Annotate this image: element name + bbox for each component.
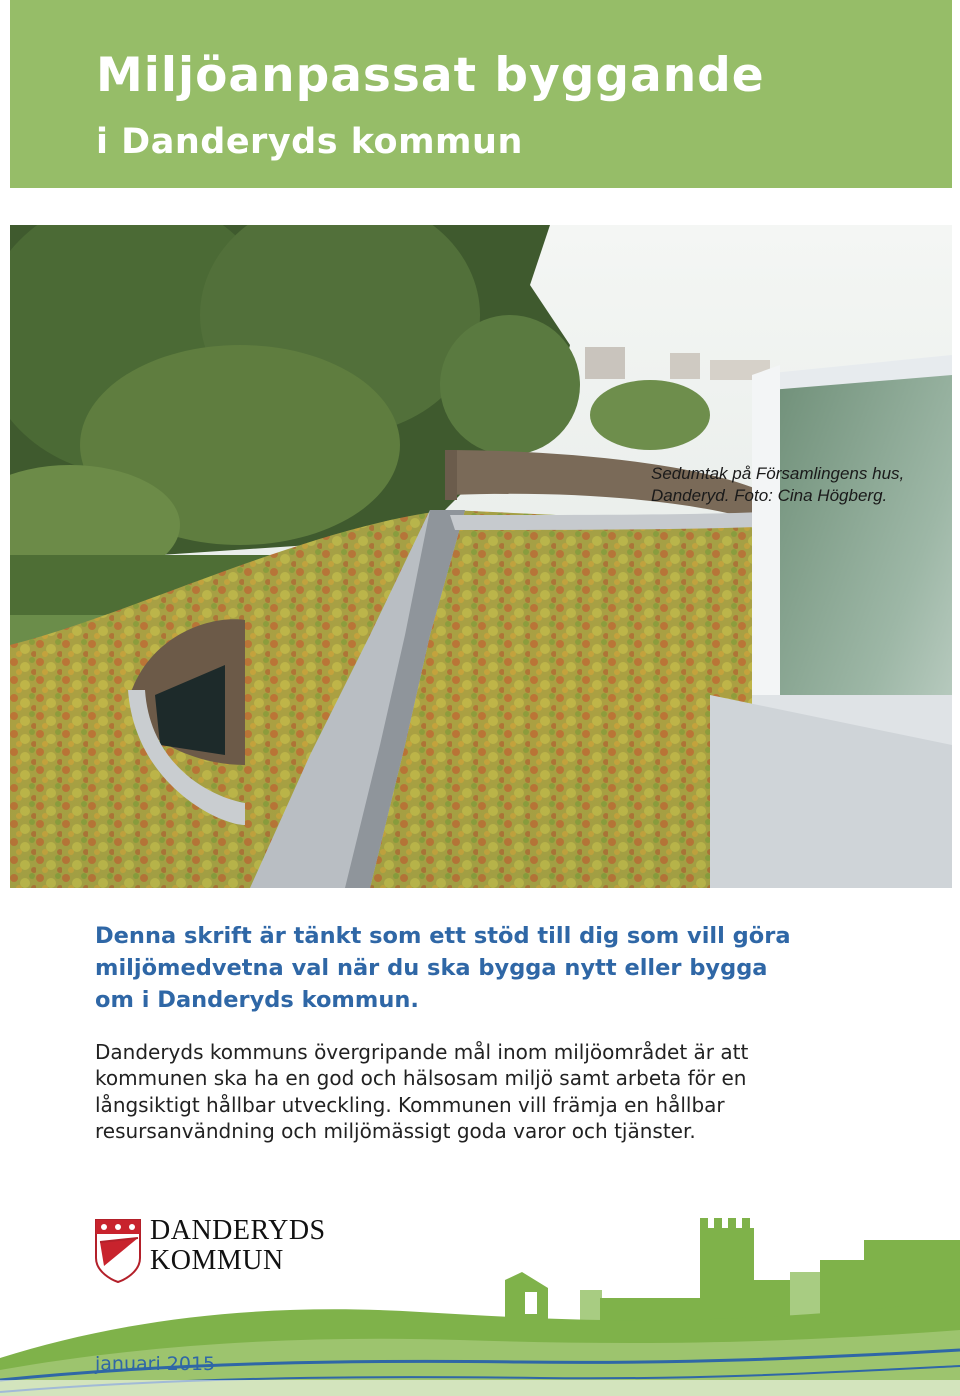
caption-line: Danderyd. Foto: Cina Högberg. (651, 486, 888, 505)
body-line: Danderyds kommuns övergripande mål inom miljöområdet är att (95, 1040, 749, 1064)
body-line: resursanvändning och miljömässigt goda varor och tjänster. (95, 1118, 696, 1143)
lead-line: miljömedvetna val när du ska bygga nytt eller bygga (95, 955, 768, 981)
green-roof-photo (10, 225, 952, 888)
caption-line: Sedumtak på Församlingens hus, (651, 464, 905, 483)
body-line: kommunen ska ha en god och hälsosam miljö samt arbeta för en (95, 1066, 747, 1091)
page-title: Miljöanpassat byggande (96, 48, 765, 103)
page-subtitle: i Danderyds kommun (96, 122, 523, 162)
lead-line: Denna skrift är tänkt som ett stöd till dig som vill göra (95, 923, 791, 949)
publication-date: januari 2015 (95, 1353, 216, 1375)
coat-of-arms-icon (96, 1220, 140, 1282)
logo-line: KOMMUN (150, 1245, 284, 1276)
photo-illustration (10, 225, 952, 888)
body-paragraph (95, 1039, 905, 1144)
logo-line: DANDERYDS (150, 1215, 326, 1246)
photo-caption (651, 463, 904, 507)
lead-line: om i Danderyds kommun. (95, 987, 419, 1013)
municipality-logo-text (150, 1216, 326, 1276)
lead-paragraph (95, 920, 905, 1016)
header-banner (10, 0, 952, 188)
body-line: långsiktigt hållbar utveckling. Kommunen vill främja en hållbar (95, 1092, 725, 1117)
